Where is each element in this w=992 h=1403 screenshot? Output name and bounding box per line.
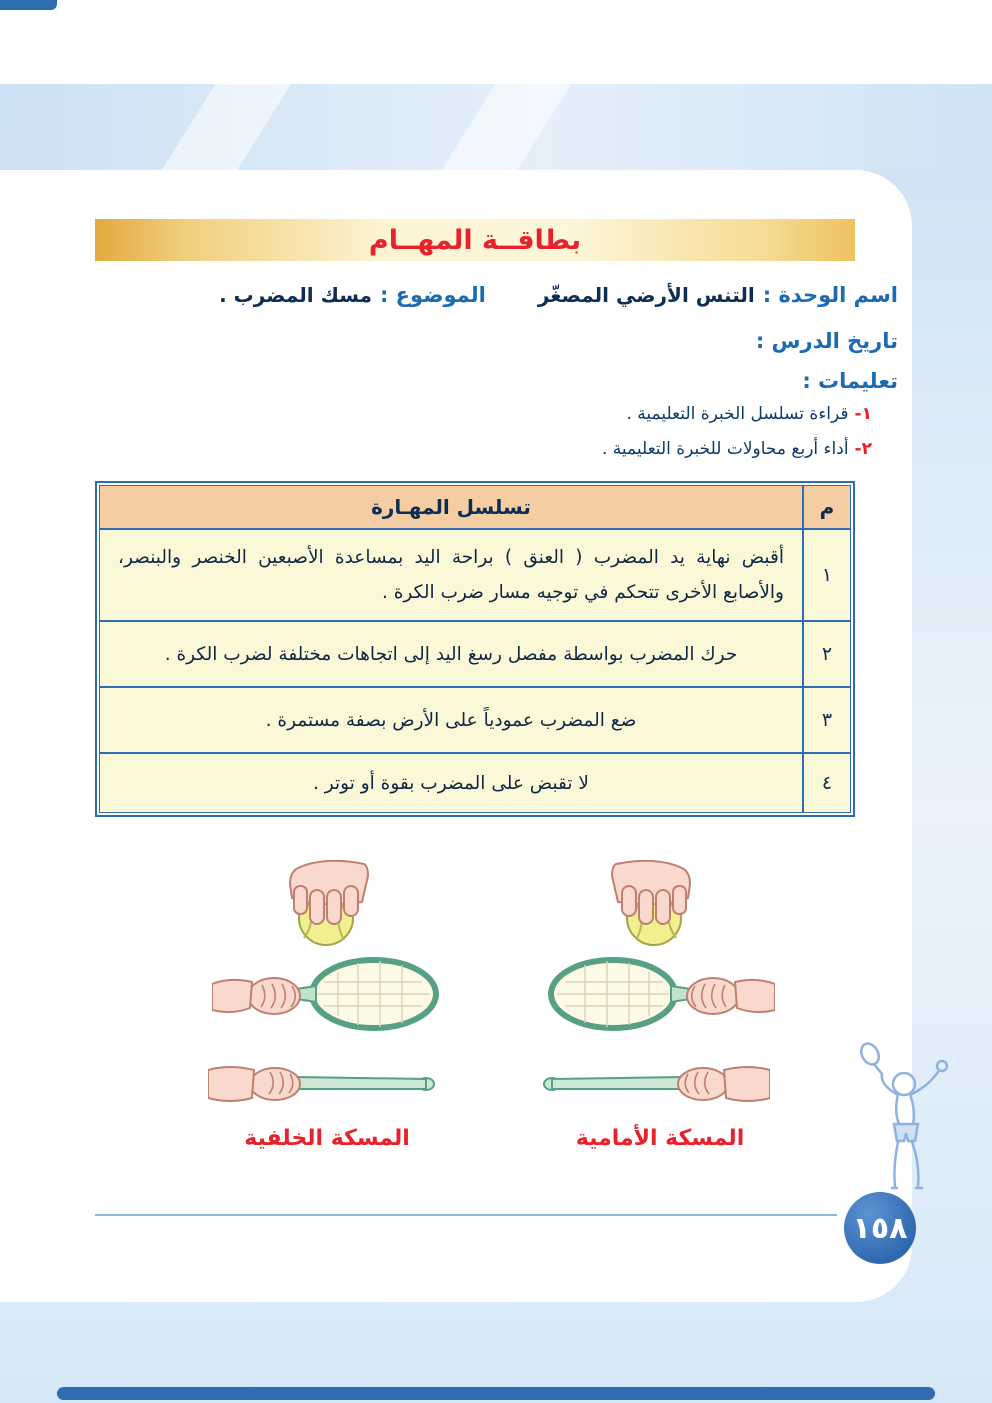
header-skill-cell: تسلسل المهـارة (371, 495, 531, 519)
backhand-racket-throat-grip-illustration (212, 952, 442, 1051)
row-text: لا تقبض على المضرب بقوة أو توتر . (313, 772, 589, 794)
row-number-cell: ٢ (802, 622, 850, 686)
date-label: تاريخ الدرس : (755, 329, 898, 353)
decor-stripe (427, 84, 577, 170)
forehand-ball-grip-illustration (598, 860, 708, 956)
page-title: بطاقــة المهــام (368, 224, 582, 256)
table-row (100, 620, 850, 686)
topic-value: مسك المضرب . (219, 283, 372, 307)
instruction-number: ١- (854, 404, 872, 424)
top-left-accent-bar (0, 0, 57, 10)
row-text-cell (100, 688, 802, 752)
table-row (100, 528, 850, 620)
top-decor-band (0, 84, 992, 170)
row-number-cell: ٣ (802, 688, 850, 752)
instruction-item (626, 404, 872, 424)
row-text: حرك المضرب بواسطة مفصل رسغ اليد إلى اتجاهات مختلفة لضرب الكرة . (164, 643, 738, 665)
row-text-cell (100, 530, 802, 620)
unit-topic-line (219, 283, 898, 307)
instruction-number: ٢- (854, 439, 872, 459)
backhand-ball-grip-illustration (272, 860, 382, 956)
footer-divider-line (95, 1214, 837, 1216)
topic-group (219, 283, 486, 307)
forehand-handle-grip-illustration (540, 1048, 770, 1122)
lesson-date-line (756, 329, 898, 353)
instruction-text: قراءة تسلسل الخبرة التعليمية . (626, 404, 849, 424)
row-number-cell: ١ (802, 530, 850, 620)
topic-label: الموضوع : (379, 283, 486, 307)
row-text-cell (100, 754, 802, 812)
forehand-racket-throat-grip-illustration (545, 952, 775, 1051)
decor-stripe (147, 84, 297, 170)
instructions-heading (802, 369, 898, 393)
instructions-label: تعليمات : (802, 369, 898, 393)
unit-group (538, 283, 898, 307)
backhand-handle-grip-illustration (208, 1048, 438, 1122)
forehand-grip-label: المسكة الأمامية (575, 1126, 745, 1151)
table-inner-border (99, 485, 851, 813)
backhand-grip-label: المسكة الخلفية (244, 1126, 410, 1151)
instruction-text: أداء أربع محاولات للخبرة التعليمية . (601, 439, 849, 459)
table-row (100, 752, 850, 812)
tennis-player-sketch (856, 1032, 951, 1206)
title-banner (95, 219, 855, 261)
page-number-badge (844, 1192, 916, 1264)
row-text: ضع المضرب عمودياً على الأرض بصفة مستمرة . (265, 709, 637, 731)
bottom-accent-bar (57, 1387, 935, 1400)
unit-label: اسم الوحدة : (762, 283, 898, 307)
table-row (100, 686, 850, 752)
row-text-cell (100, 622, 802, 686)
unit-value: التنس الأرضي المصغّر (537, 283, 755, 307)
page-number: ١٥٨ (852, 1210, 908, 1246)
skill-sequence-table (95, 481, 855, 817)
header-number-cell: م (802, 486, 850, 528)
row-text: أقبض نهاية يد المضرب ( العنق ) براحة اليد بمساعدة الأصبعين الخنصر والبنصر، والأصابع الأخرى تتحكم في توجيه مسار ضرب الكرة . (118, 547, 784, 604)
table-header-row (100, 486, 850, 528)
instruction-item (602, 439, 872, 459)
row-number-cell: ٤ (802, 754, 850, 812)
